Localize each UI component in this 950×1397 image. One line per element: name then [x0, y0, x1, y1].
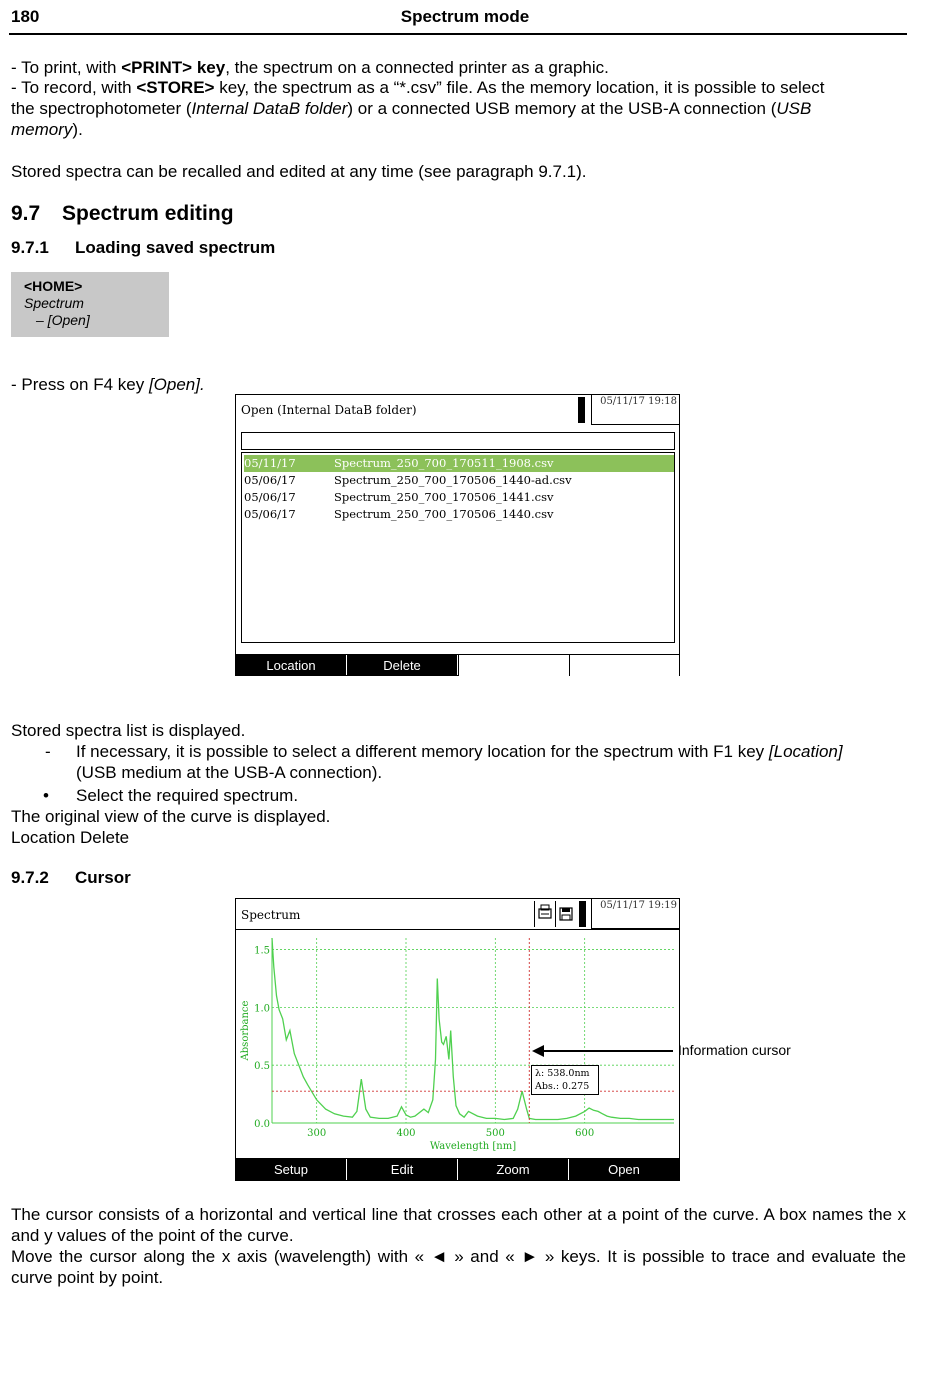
- y-tick-label: 0.0: [254, 1119, 270, 1130]
- cursor-absorbance: Abs.: 0.275: [535, 1081, 590, 1092]
- zoom-button[interactable]: Zoom: [458, 1159, 568, 1181]
- navigation-path-box: [11, 272, 169, 337]
- page-number: 180: [11, 7, 40, 26]
- timestamp: 05/11/17 19:19: [600, 900, 677, 911]
- list-item[interactable]: 05/06/17 Spectrum_250_700_170506_1440.csv: [244, 507, 554, 521]
- y-tick-label: 1.0: [254, 1003, 270, 1015]
- subsection-title: Loading saved spectrum: [75, 238, 276, 257]
- y-tick-label: 0.5: [254, 1061, 270, 1073]
- list-item[interactable]: 05/06/17 Spectrum_250_700_170506_1441.csv: [244, 490, 554, 504]
- nav-open: – [Open]: [36, 312, 90, 328]
- x-tick-label: 400: [396, 1128, 416, 1139]
- file-list: [241, 452, 675, 643]
- location-instruction: If necessary, it is possible to select a different memory location for the spectrum with F1 key [Location] (USB medium at the USB-A connection).: [76, 742, 843, 782]
- floppy-disk-icon[interactable]: [555, 901, 575, 927]
- nav-spectrum: Spectrum: [24, 295, 84, 311]
- setup-button[interactable]: Setup: [236, 1159, 346, 1181]
- spectrum-screen-title: Spectrum: [241, 908, 301, 922]
- chart-cursor: [272, 938, 674, 1123]
- delete-button[interactable]: Delete: [347, 655, 457, 676]
- annotation-arrow: [530, 1043, 676, 1059]
- edit-button[interactable]: Edit: [347, 1159, 457, 1181]
- softkey-f3[interactable]: [458, 655, 569, 676]
- y-axis-label: Absorbance: [240, 1000, 251, 1061]
- softkey-f4[interactable]: [569, 655, 679, 676]
- home-key: <HOME>: [24, 278, 83, 294]
- cursor-info-box: [531, 1065, 599, 1095]
- store-key: <STORE>: [136, 78, 215, 97]
- original-view-text: The original view of the curve is displayed.: [11, 807, 331, 826]
- filename-input[interactable]: [241, 432, 675, 450]
- information-cursor-label: Information cursor: [678, 1042, 791, 1058]
- section-number: 9.7: [11, 202, 41, 225]
- subsection-number: 9.7.2: [11, 868, 49, 887]
- timestamp: 05/11/17 19:18: [600, 396, 677, 407]
- softkey-bar: [236, 654, 679, 676]
- print-key: <PRINT> key: [121, 58, 226, 77]
- chart-grid: [272, 938, 674, 1123]
- open-button[interactable]: Open: [569, 1159, 679, 1181]
- recall-note: Stored spectra can be recalled and edited at any time (see paragraph 9.7.1).: [11, 162, 587, 181]
- x-tick-label: 600: [575, 1128, 595, 1139]
- x-tick-label: 300: [307, 1128, 327, 1139]
- subsection-title: Cursor: [75, 868, 131, 887]
- printer-icon[interactable]: [534, 901, 554, 927]
- timestamp-box: [591, 395, 680, 425]
- x-tick-label: 500: [485, 1128, 505, 1139]
- cursor-wavelength: λ: 538.0nm: [535, 1068, 590, 1079]
- list-item[interactable]: 05/06/17 Spectrum_250_700_170506_1440-ad.csv: [244, 473, 572, 487]
- battery-icon: [578, 397, 585, 423]
- timestamp-box: [591, 899, 680, 929]
- select-instruction: Select the required spectrum.: [76, 786, 299, 805]
- print-instruction: - To print, with <PRINT> key, the spectrum on a connected printer as a graphic.: [11, 58, 609, 77]
- section-title: Spectrum editing: [62, 202, 234, 225]
- list-item[interactable]: 05/11/17 Spectrum_250_700_170511_1908.csv: [244, 455, 674, 472]
- location-delete-text: Location Delete: [11, 828, 130, 847]
- y-tick-label: 1.5: [254, 945, 270, 957]
- softkey-bar: [236, 1158, 679, 1181]
- page-header-title: Spectrum mode: [400, 7, 530, 26]
- battery-icon: [579, 901, 586, 927]
- bullet-marker: •: [43, 786, 49, 805]
- store-instruction: - To record, with <STORE> key, the spectrum as a “*.csv” file. As the memory location, it is possible to select the spectrophotometer (Internal DataB folder) or a connected USB memory at the USB-A connection (USB memory).: [11, 78, 825, 139]
- open-file-screen: [235, 394, 680, 676]
- chart-axes: [272, 938, 674, 1123]
- cursor-movement-description: Move the cursor along the x axis (wavelength) with « ◄ » and « ► » keys. It is possible to trace and evaluate the curve point by point.: [11, 1247, 906, 1287]
- list-displayed-text: Stored spectra list is displayed.: [11, 721, 246, 740]
- spectrum-screen: [235, 898, 680, 1181]
- header-divider: [9, 33, 907, 35]
- spectrum-curve: [272, 938, 674, 1120]
- press-f4-instruction: - Press on F4 key [Open].: [11, 375, 205, 394]
- location-button[interactable]: Location: [236, 655, 346, 676]
- subsection-number: 9.7.1: [11, 238, 49, 257]
- dash-marker: -: [45, 742, 51, 761]
- cursor-description: The cursor consists of a horizontal and vertical line that crosses each other at a point of the curve. A box names the x and y values of the point of the curve.: [11, 1205, 906, 1245]
- open-screen-title: Open (Internal DataB folder): [241, 403, 417, 417]
- x-axis-label: Wavelength [nm]: [429, 1141, 517, 1152]
